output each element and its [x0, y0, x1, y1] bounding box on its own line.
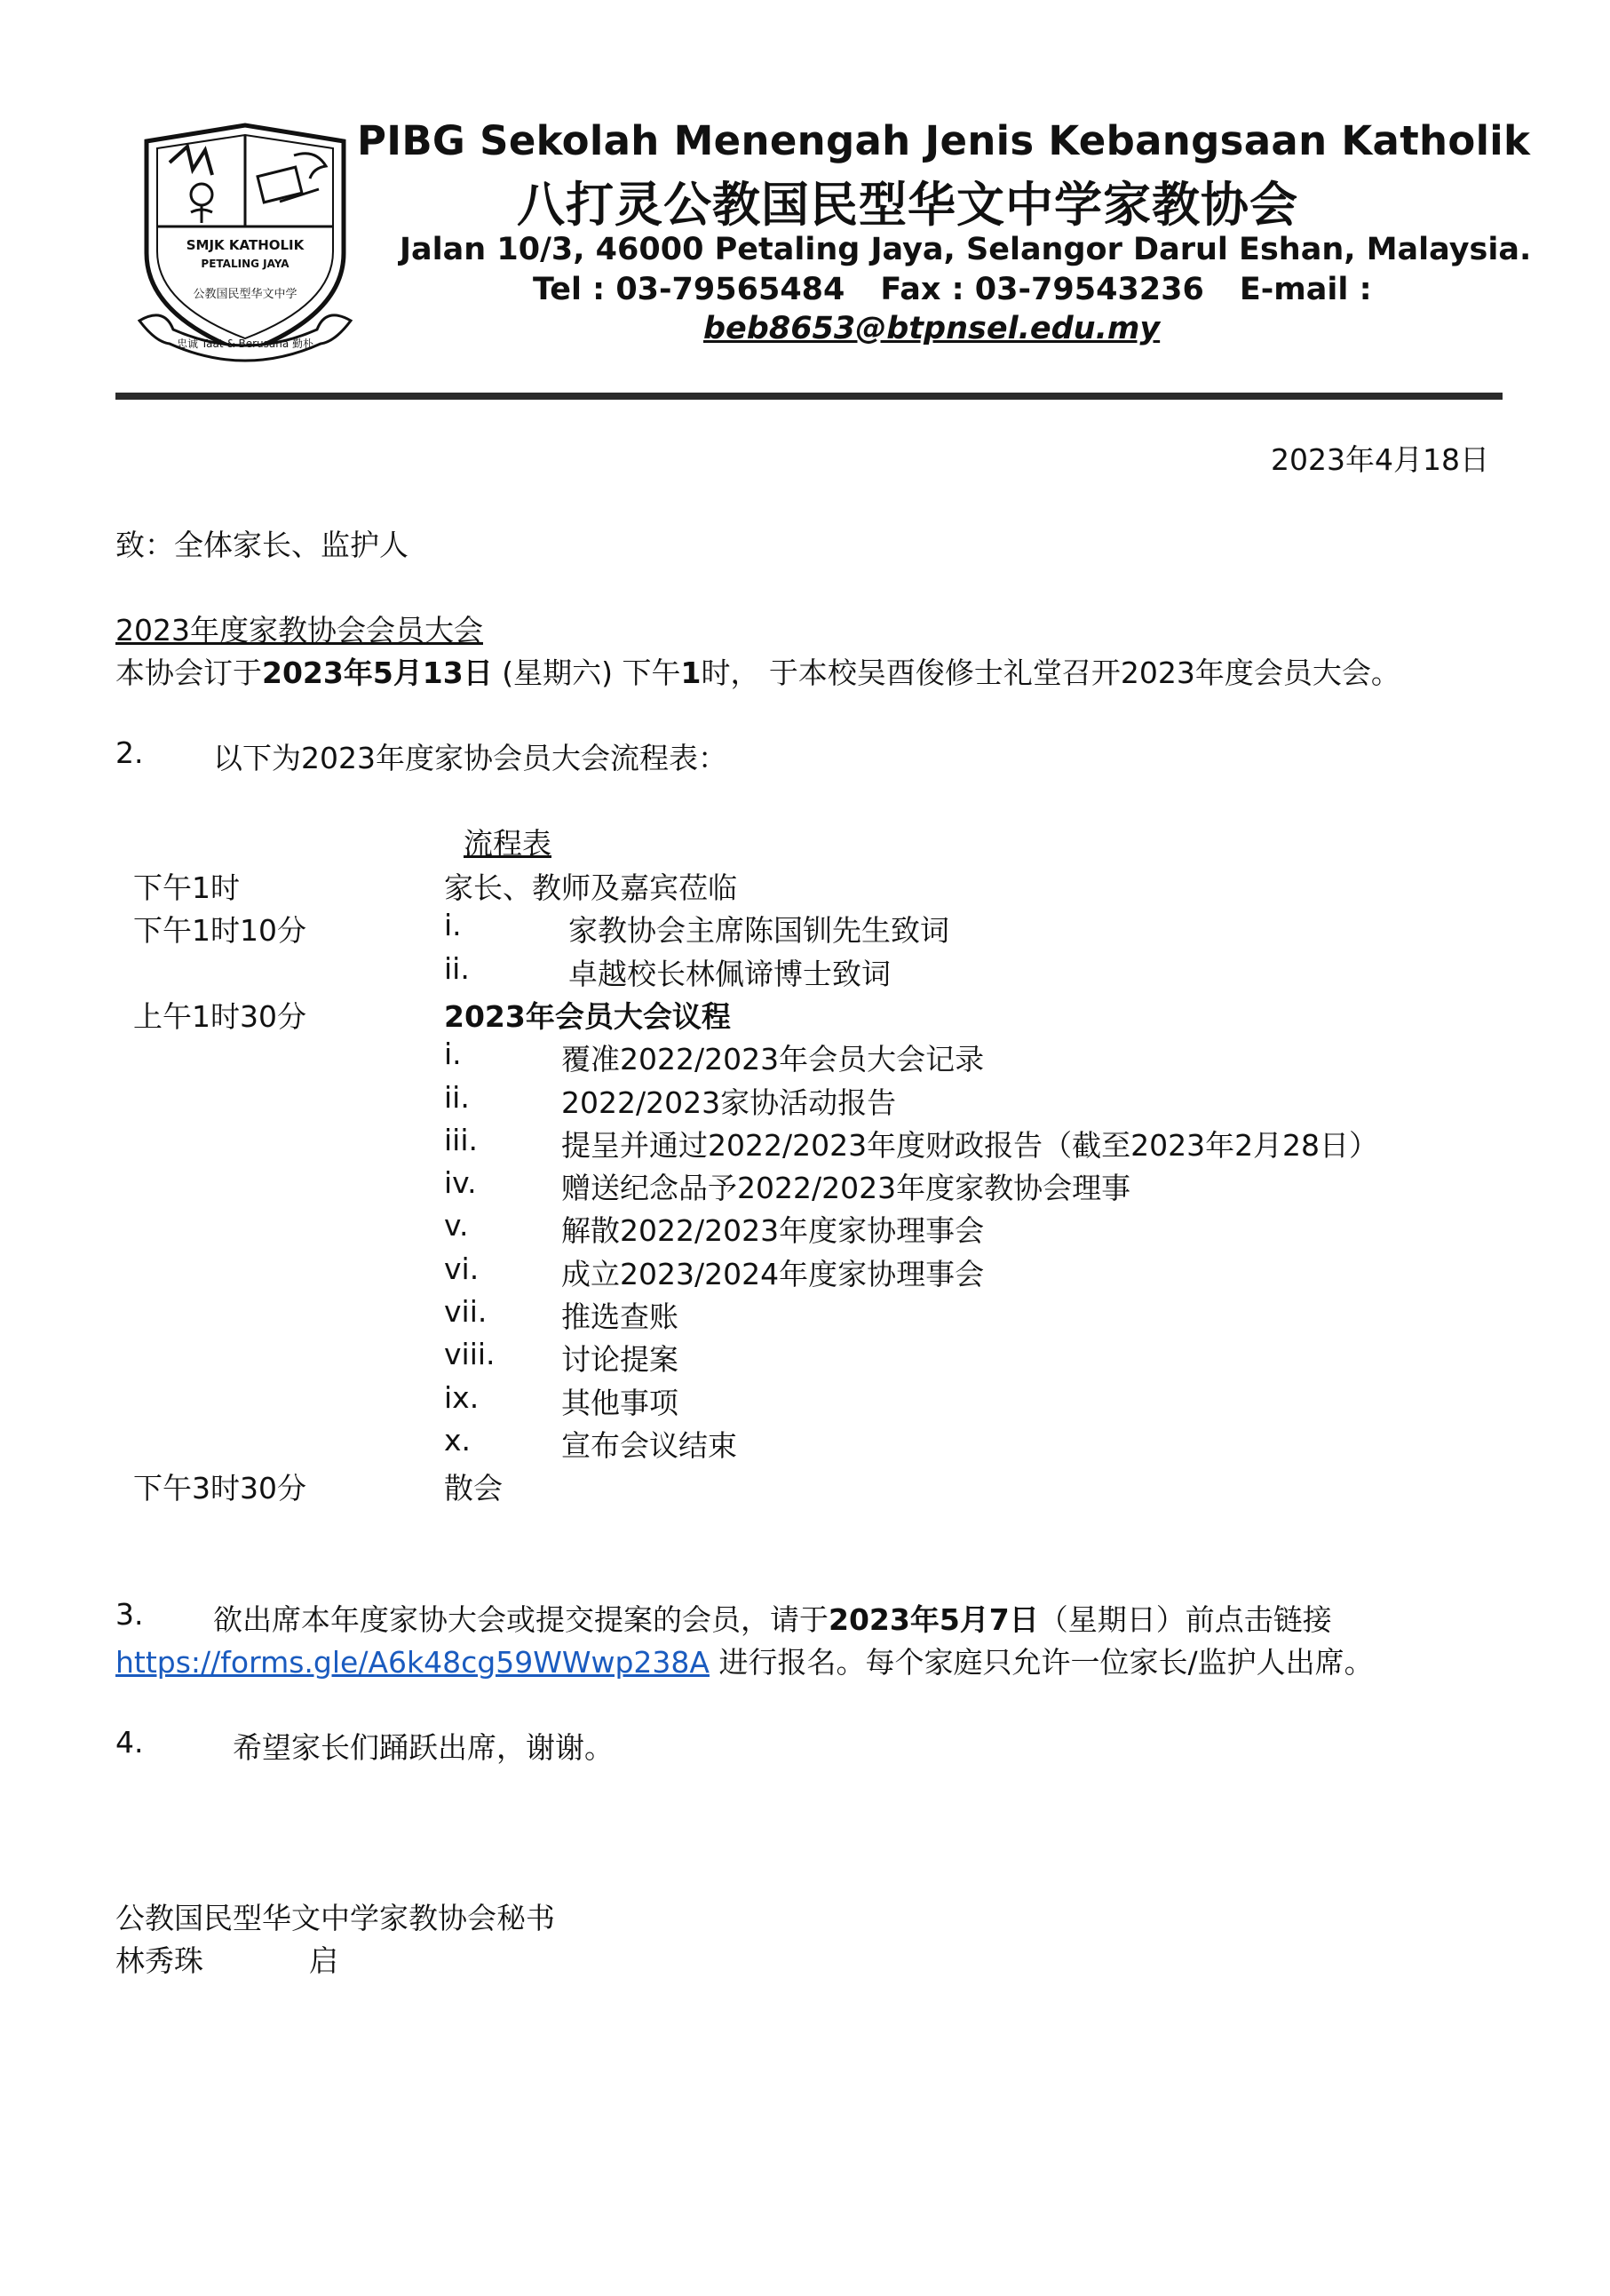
schedule-time: 下午1时	[133, 870, 240, 905]
signature-title: 公教国民型华文中学家教协会秘书	[115, 1901, 555, 1935]
schedule-time: 下午3时30分	[133, 1471, 306, 1506]
subject: 2023年度家教协会会员大会	[115, 613, 483, 647]
schedule-item: 提呈并通过2022/2023年度财政报告（截至2023年2月28日）	[561, 1128, 1379, 1163]
schedule-item-number: ii.	[444, 951, 470, 986]
schedule-item-number: i.	[444, 1037, 462, 1071]
crest-text-1: SMJK KATHOLIK	[186, 237, 305, 253]
schedule-item-number: iv.	[444, 1165, 477, 1200]
crest-text-2: PETALING JAYA	[201, 258, 289, 270]
org-name-chinese: 八打灵公教国民型华文中学家教协会	[517, 177, 1298, 233]
schedule-item-number: viii.	[444, 1337, 496, 1371]
schedule-item-number: vii.	[444, 1294, 488, 1329]
schedule-item: 赠送纪念品予2022/2023年度家教协会理事	[561, 1171, 1131, 1205]
org-name-malay: PIBG Sekolah Menengah Jenis Kebangsaan Katholik	[357, 117, 1531, 164]
section-2-number: 2.	[115, 735, 144, 770]
signature-name: 林秀珠	[115, 1943, 203, 1978]
schedule-item: 2022/2023家协活动报告	[561, 1085, 897, 1120]
signature-closing: 启	[309, 1943, 338, 1978]
schedule-item: 宣布会议结束	[561, 1428, 737, 1463]
contact-line	[533, 272, 1372, 307]
schedule-item: 解散2022/2023年度家协理事会	[561, 1213, 985, 1248]
section-3-number: 3.	[115, 1597, 144, 1632]
email-address[interactable]: beb8653@btpnsel.edu.my	[703, 311, 1161, 346]
intro-paragraph: 本协会订于2023年5月13日 (星期六) 下午1时， 于本校吴酉俊修士礼堂召开2023年度会员大会。	[115, 655, 1400, 690]
crest-motto: 忠诚 Taat & Berusaha 勤朴	[176, 338, 314, 350]
schedule-item-number: x.	[444, 1423, 472, 1458]
schedule-item: 推选查账	[561, 1299, 678, 1334]
header-divider	[115, 393, 1503, 400]
schedule-item-number: v.	[444, 1208, 469, 1243]
schedule-item: 2023年会员大会议程	[444, 999, 731, 1034]
address: Jalan 10/3, 46000 Petaling Jaya, Selangor Darul Eshan, Malaysia.	[400, 232, 1532, 267]
email-label: E-mail :	[1239, 272, 1372, 307]
schedule-item: 其他事项	[561, 1386, 678, 1420]
schedule-item: 覆准2022/2023年会员大会记录	[561, 1042, 985, 1076]
recipient: 致：全体家长、监护人	[115, 528, 408, 562]
schedule-item-number: vi.	[444, 1251, 480, 1286]
schedule-item-number: ix.	[444, 1380, 480, 1415]
schedule-title: 流程表	[464, 826, 551, 861]
schedule-item: 卓越校长林佩谛博士致词	[568, 957, 891, 991]
letter-date: 2023年4月18日	[1271, 442, 1489, 477]
schedule-item: 家长、教师及嘉宾莅临	[444, 870, 737, 905]
schedule-item: 讨论提案	[561, 1342, 678, 1377]
school-crest-logo	[138, 120, 353, 367]
crest-text-arc: 公教国民型华文中学	[193, 288, 297, 301]
schedule-item-number: i.	[444, 908, 462, 942]
section-4-text: 希望家长们踊跃出席，谢谢。	[233, 1730, 614, 1765]
schedule-item-number: ii.	[444, 1080, 470, 1115]
section-2-text: 以下为2023年度家协会员大会流程表：	[213, 741, 727, 775]
schedule-item: 散会	[444, 1471, 503, 1506]
schedule-item: 成立2023/2024年度家协理事会	[561, 1257, 985, 1291]
fax: Fax : 03-79543236	[880, 272, 1204, 307]
schedule-item-number: iii.	[444, 1123, 478, 1157]
section-3-line2: https://forms.gle/A6k48cg59WWwp238A 进行报名。每个家庭只允许一位家长/监护人出席。	[115, 1645, 1374, 1680]
schedule-time: 下午1时10分	[133, 913, 306, 948]
schedule-time: 上午1时30分	[133, 999, 306, 1034]
section-3-line1: 欲出席本年度家协大会或提交提案的会员，请于2023年5月7日（星期日）前点击链接	[213, 1602, 1332, 1637]
registration-link[interactable]: https://forms.gle/A6k48cg59WWwp238A	[115, 1645, 710, 1680]
section-4-number: 4.	[115, 1725, 144, 1760]
tel: Tel : 03-79565484	[533, 272, 845, 307]
schedule-item: 家教协会主席陈国钏先生致词	[568, 913, 949, 948]
